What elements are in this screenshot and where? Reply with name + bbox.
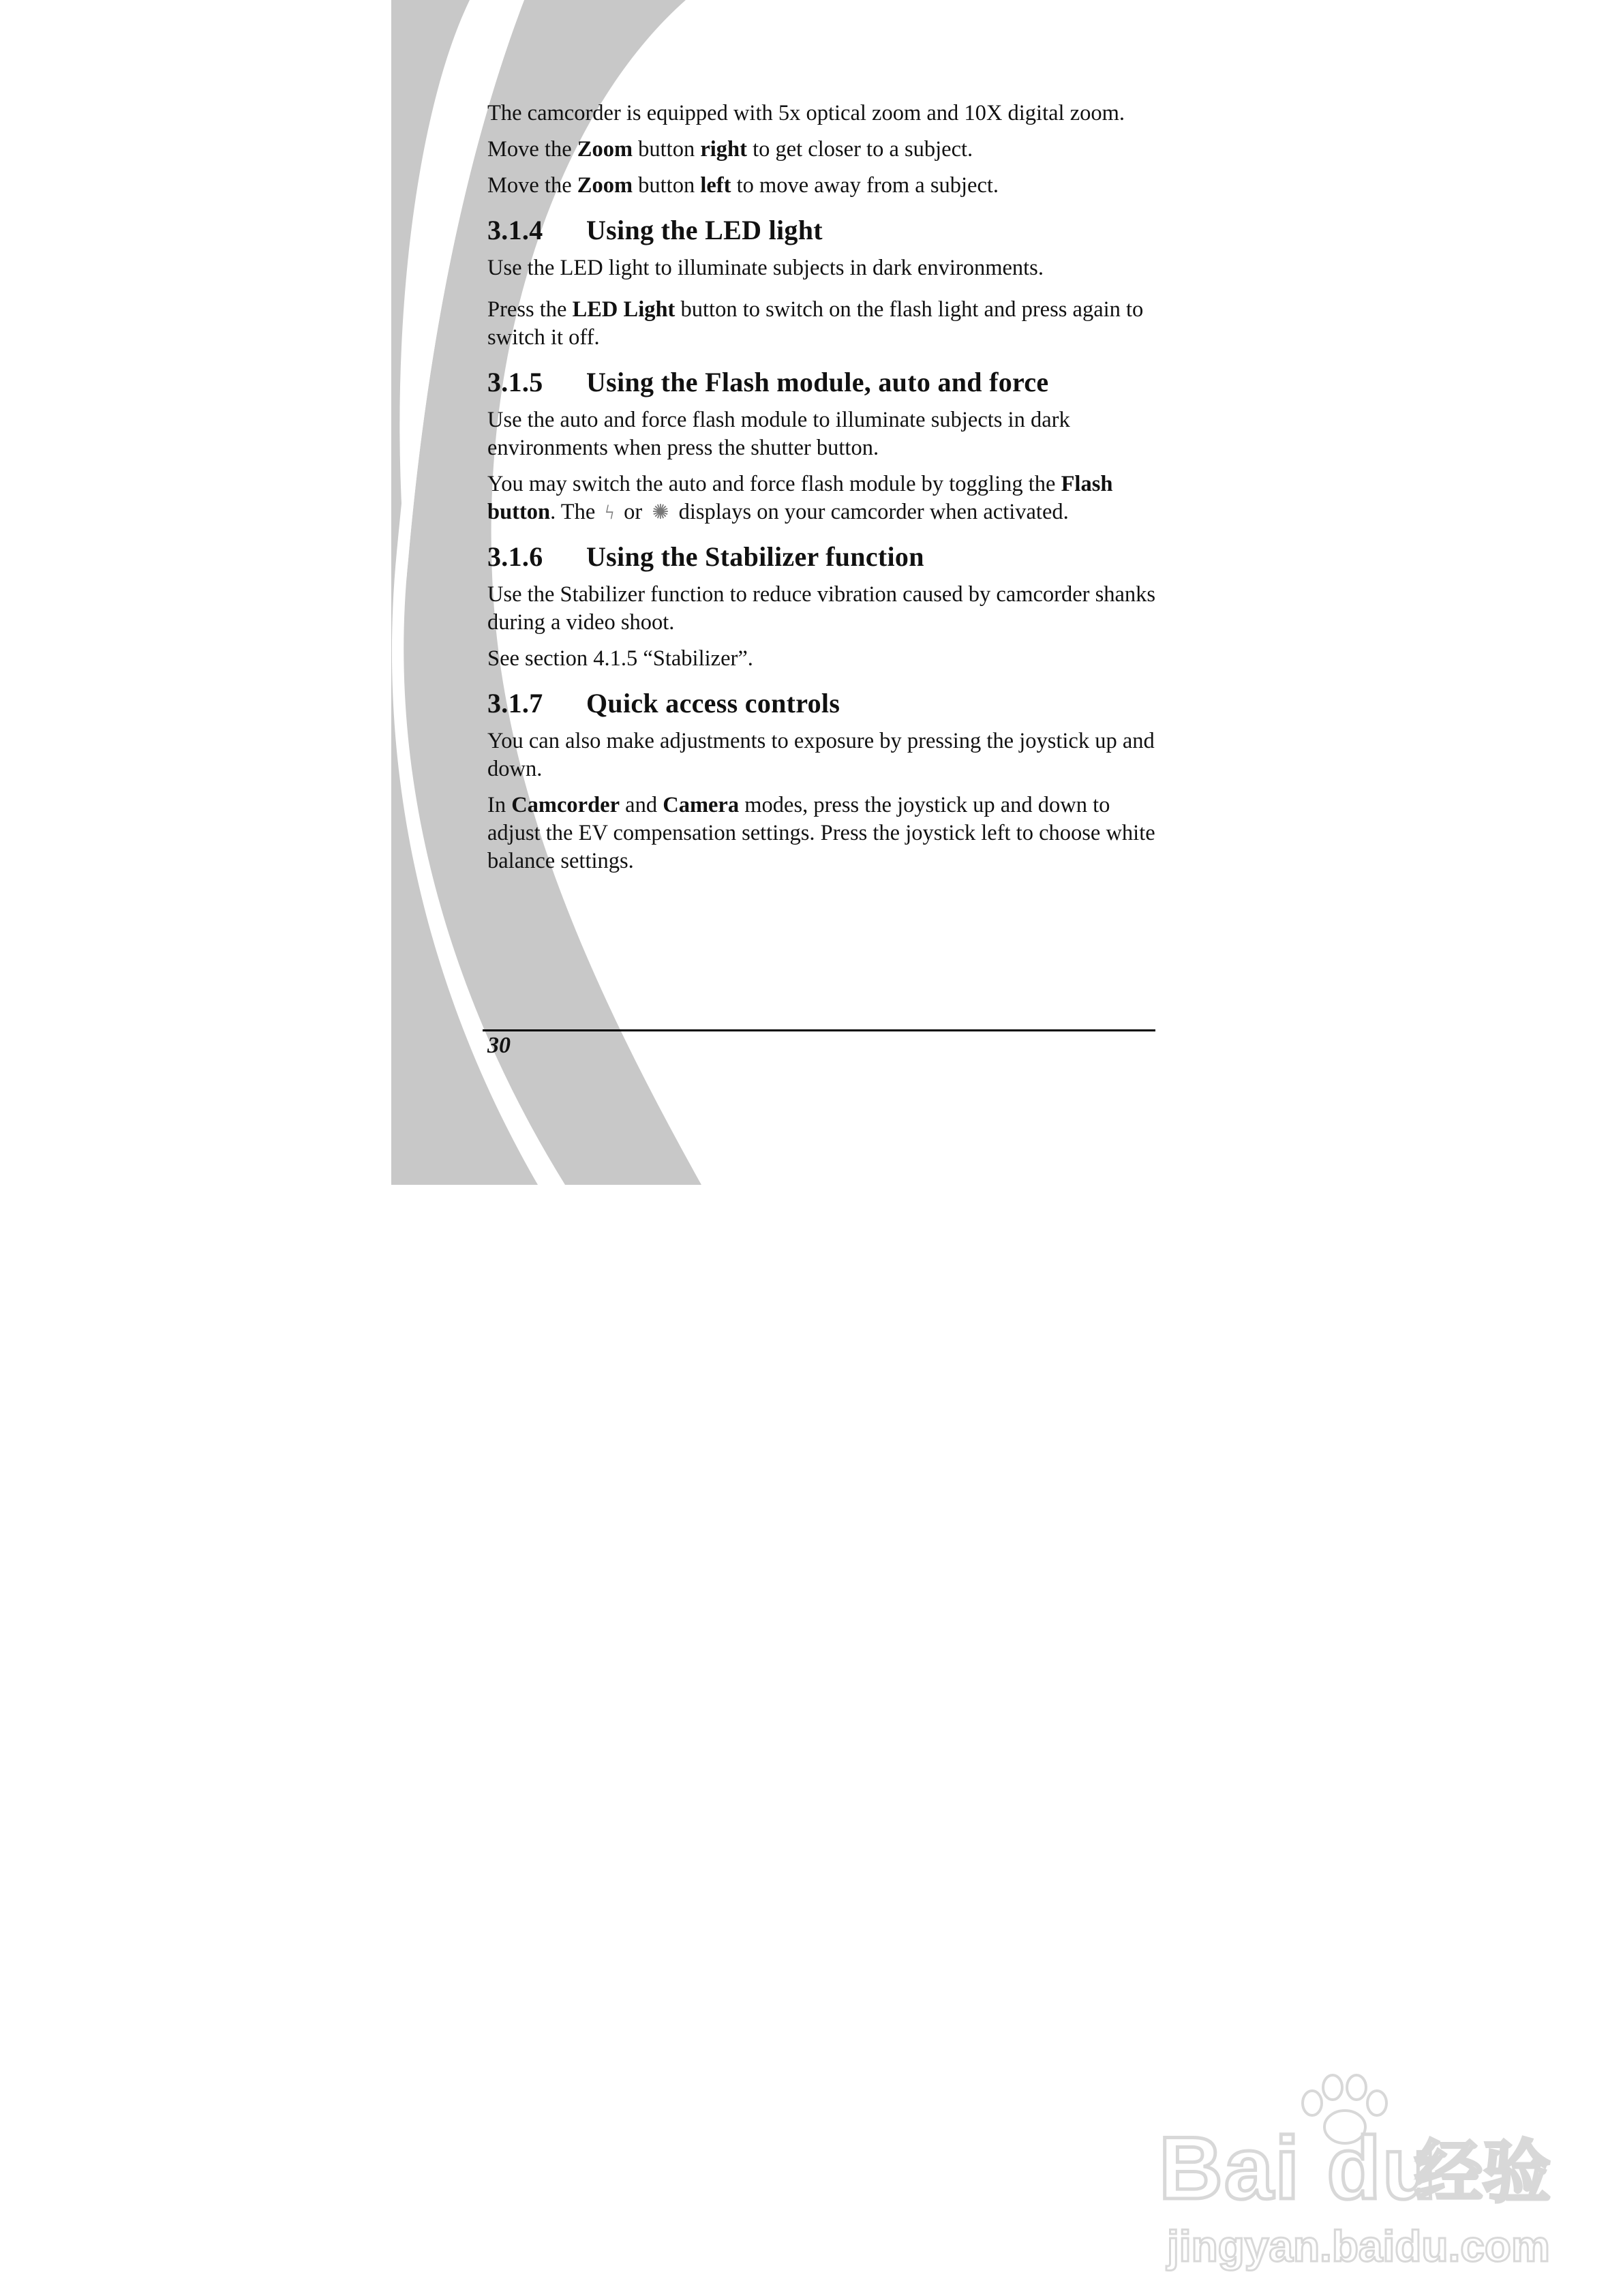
- text: displays on your camcorder when activated.: [673, 500, 1069, 524]
- section-title: Quick access controls: [586, 688, 840, 719]
- watermark-brand: Bai du: [1159, 2118, 1438, 2218]
- flash-paragraph-2: [487, 470, 1155, 526]
- text: button: [633, 137, 701, 162]
- led-paragraph-1: Use the LED light to illuminate subjects in dark environments.: [487, 256, 1044, 280]
- section-title: Using the Flash module, auto and force: [586, 367, 1049, 397]
- text: You may switch the auto and force flash module by toggling the: [487, 472, 1061, 496]
- section-heading-3-1-5: [487, 365, 1155, 399]
- stabilizer-paragraph-1: Use the Stabilizer function to reduce vibration caused by camcorder shanks during a video shoot.: [487, 582, 1155, 635]
- text: Move the: [487, 173, 577, 198]
- section-number: 3.1.5: [487, 367, 543, 397]
- footer-rule: [483, 1029, 1155, 1031]
- led-light-label: LED Light: [572, 297, 676, 322]
- text: and: [620, 793, 663, 817]
- stabilizer-paragraph-2: See section 4.1.5 “Stabilizer”.: [487, 646, 753, 671]
- text: to get closer to a subject.: [746, 137, 973, 162]
- left-label: left: [700, 173, 731, 198]
- intro-paragraph: The camcorder is equipped with 5x optical zoom and 10X digital zoom.: [487, 101, 1125, 125]
- section-heading-3-1-4: [487, 213, 1155, 247]
- text: modes, press the joystick up and down to adjust the EV compensation settings. Press the joystick left to choose white balance settings.: [487, 793, 1155, 873]
- led-paragraph-2: [487, 296, 1155, 352]
- section-number: 3.1.7: [487, 688, 543, 719]
- right-label: right: [700, 137, 747, 162]
- text: In: [487, 793, 512, 817]
- manual-page: [391, 0, 1155, 1185]
- quick-access-paragraph-2: [487, 791, 1155, 875]
- page-number: 30: [487, 1033, 511, 1058]
- text: Move the: [487, 137, 577, 162]
- text: Press the: [487, 297, 573, 322]
- baidu-jingyan-watermark: [1159, 2072, 1554, 2277]
- camera-label: Camera: [663, 793, 740, 817]
- section-heading-3-1-7: [487, 686, 1155, 721]
- section-number: 3.1.6: [487, 541, 543, 572]
- watermark-brand-cn: 经验: [1414, 2132, 1551, 2212]
- zoom-label: Zoom: [577, 137, 633, 162]
- section-heading-3-1-6: [487, 540, 1155, 574]
- flash-paragraph-1: Use the auto and force flash module to illuminate subjects in dark environments when press the shutter button.: [487, 408, 1070, 460]
- zoom-left-paragraph: [487, 172, 1155, 200]
- watermark-url: jingyan.baidu.com: [1167, 2222, 1550, 2271]
- page-content: [487, 100, 1155, 883]
- text: . The: [550, 500, 601, 524]
- camcorder-label: Camcorder: [511, 793, 620, 817]
- text: button to switch on the flash light and press again to switch it off.: [487, 297, 1144, 350]
- zoom-label: Zoom: [577, 173, 633, 198]
- zoom-right-paragraph: [487, 136, 1155, 164]
- flash-force-icon: ✺: [652, 501, 669, 524]
- text: button: [633, 173, 701, 198]
- section-title: Using the Stabilizer function: [586, 541, 924, 572]
- quick-access-paragraph-1: You can also make adjustments to exposure by pressing the joystick up and down.: [487, 729, 1155, 781]
- flash-button-label: Flash button: [487, 472, 1113, 524]
- flash-auto-icon: ϟ: [605, 501, 614, 524]
- section-number: 3.1.4: [487, 215, 543, 245]
- text: or: [618, 500, 648, 524]
- text: to move away from a subject.: [731, 173, 999, 198]
- section-title: Using the LED light: [586, 215, 823, 245]
